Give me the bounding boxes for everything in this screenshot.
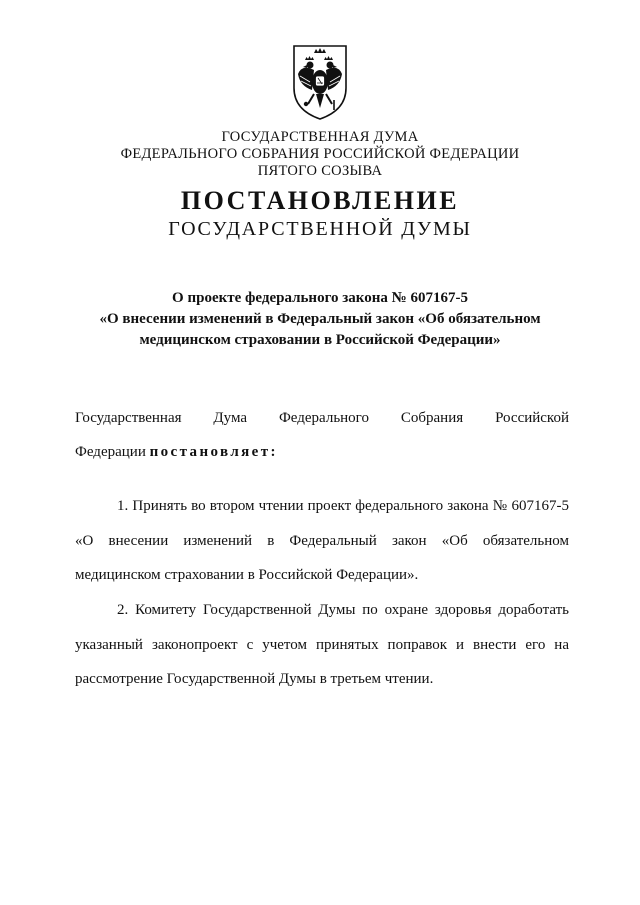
item1-line1: 1. Принять во втором чтении проект федерального закона № 607167-5 (117, 498, 569, 514)
coat-of-arms-icon (288, 42, 352, 122)
convocation-line: ПЯТОГО СОЗЫВА (257, 163, 383, 179)
preamble-line2 (75, 444, 278, 461)
subject-line1: О проекте федерального закона № 607167-5 (172, 290, 468, 306)
subject-line2: «О внесении изменений в Федеральный закон «Об обязательном (99, 311, 541, 327)
item2-line2: указанный законопроект с учетом принятых поправок и внести его на (75, 637, 569, 653)
item2-line1: 2. Комитету Государственной Думы по охране здоровья доработать (117, 602, 569, 618)
resolves-word: постановляет: (149, 444, 278, 460)
org-name-line2: ФЕДЕРАЛЬНОГО СОБРАНИЯ РОССИЙСКОЙ ФЕДЕРАЦИИ (120, 146, 520, 162)
item1-line3: медицинском страховании в Российской Федерации». (75, 567, 419, 583)
preamble-line1: Государственная Дума Федерального Собрания Российской (75, 410, 569, 426)
document-title: ПОСТАНОВЛЕНИЕ (180, 186, 460, 215)
preamble-text: Федерации (75, 444, 150, 460)
document-subtitle: ГОСУДАРСТВЕННОЙ ДУМЫ (168, 218, 472, 240)
org-name-line1: ГОСУДАРСТВЕННАЯ ДУМА (221, 129, 419, 145)
subject-line3: медицинском страховании в Российской Федерации» (139, 332, 501, 348)
item1-line2: «О внесении изменений в Федеральный закон «Об обязательном (75, 533, 569, 549)
item2-line3: рассмотрение Государственной Думы в третьем чтении. (75, 671, 434, 687)
